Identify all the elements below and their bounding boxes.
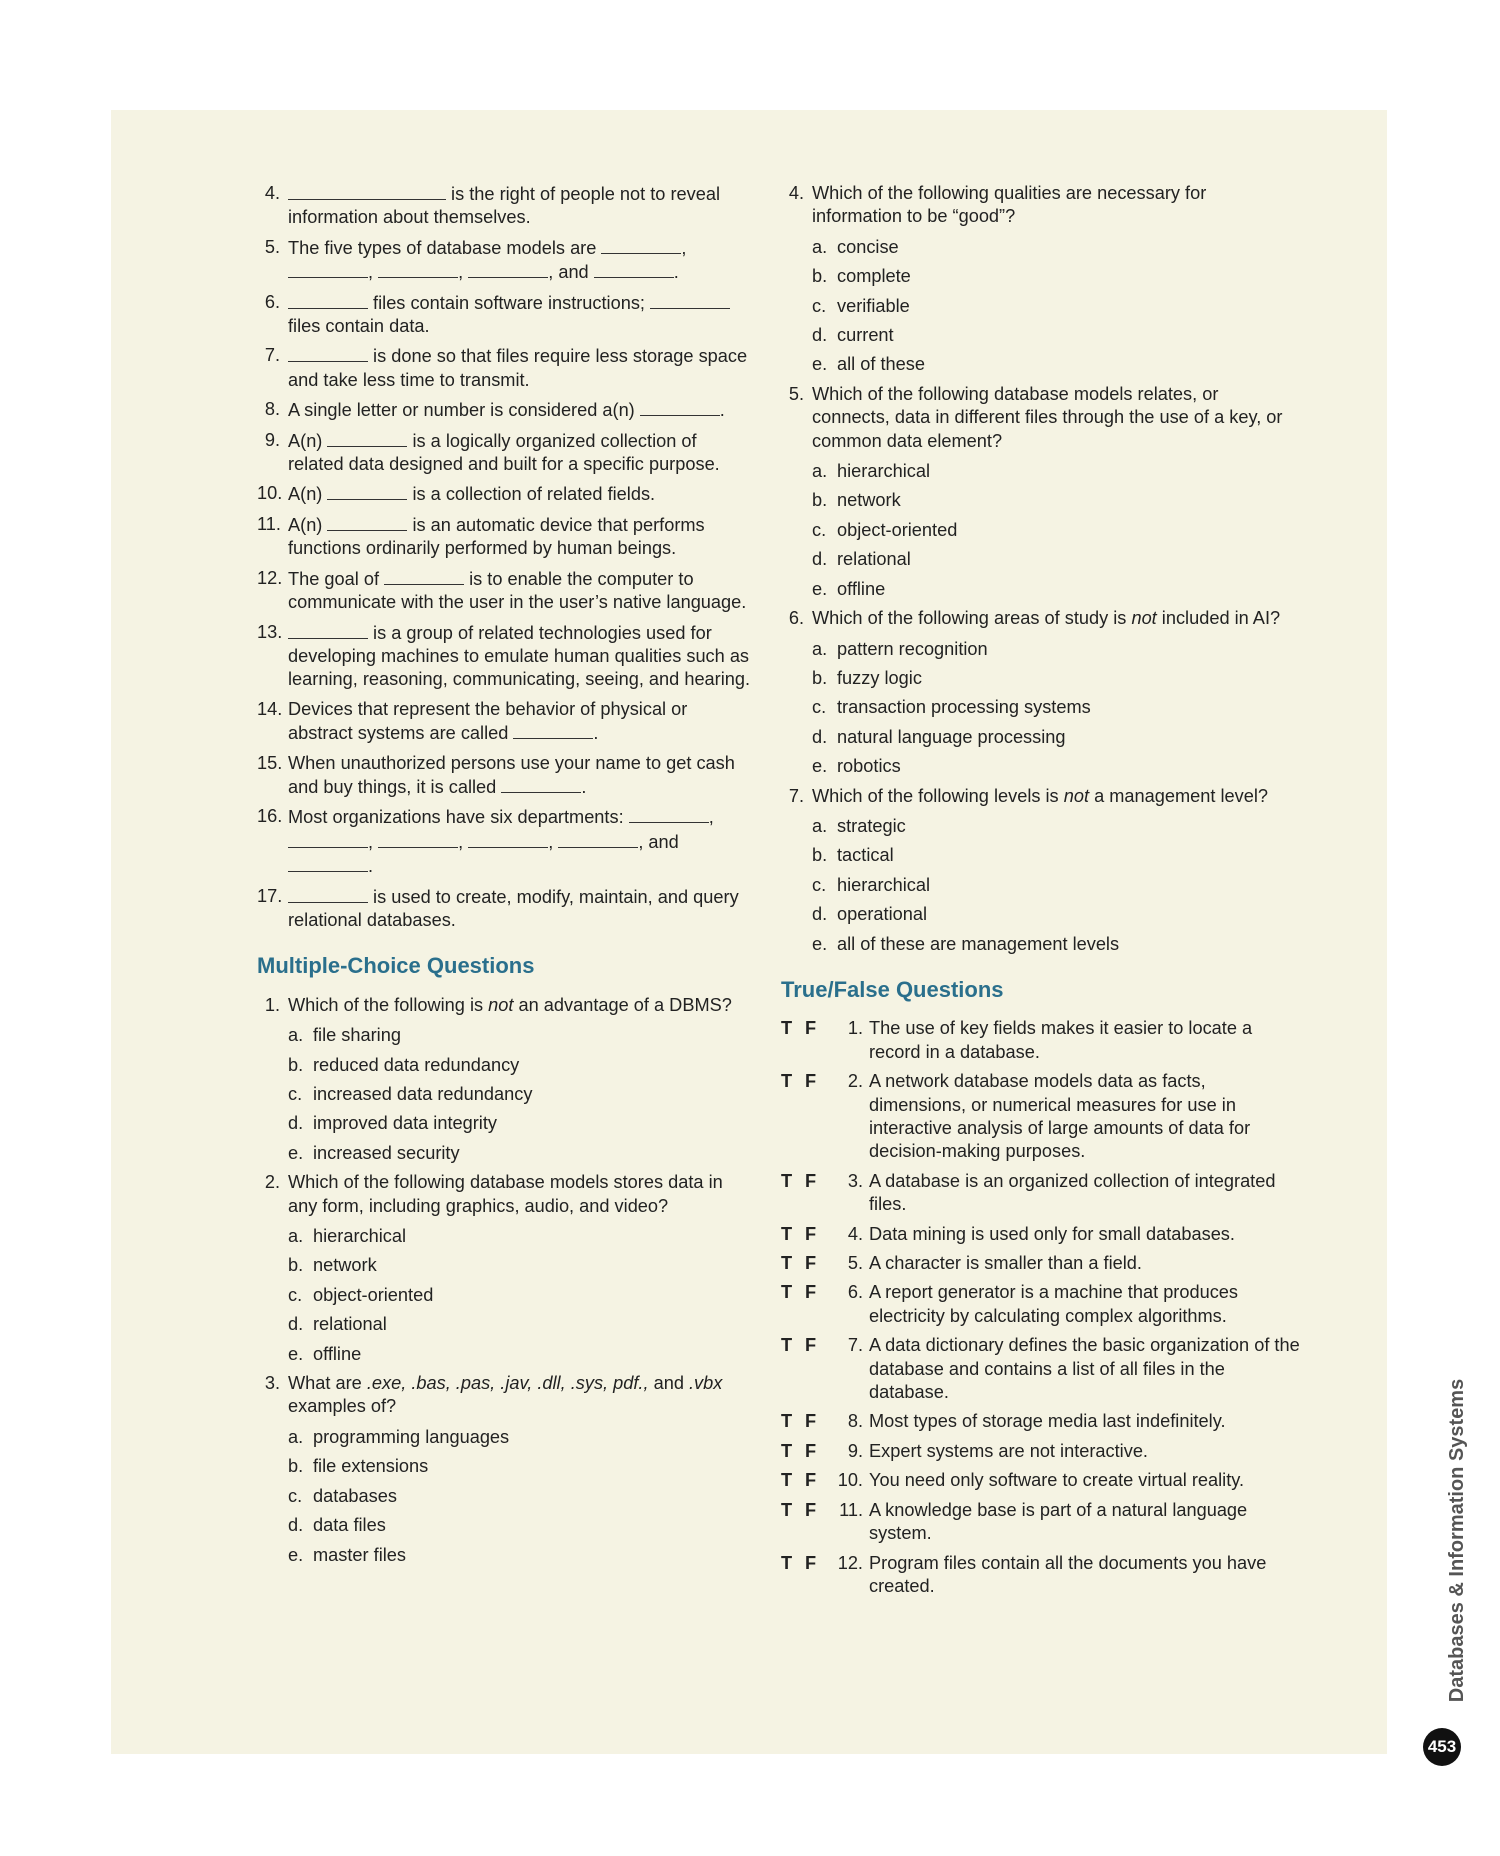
option-letter: e.: [812, 756, 828, 777]
question-text: You need only software to create virtual reality.: [869, 1470, 1245, 1491]
answer-blank: [468, 830, 548, 848]
tf-question: [781, 1440, 1301, 1463]
tf-section-title: True/False Questions: [781, 976, 1004, 1002]
answer-option: [288, 1112, 757, 1135]
question-number: 5.: [788, 383, 804, 404]
false-marker: F: [805, 1223, 817, 1244]
option-text: relational: [313, 1314, 387, 1335]
question-text: A network database models data as facts, dimensions, or numerical measures for use in interactive analysis of large amounts of data for decision-making purposes.: [869, 1071, 1251, 1162]
true-marker: T: [781, 1223, 793, 1244]
option-text: data files: [313, 1515, 386, 1536]
answer-blank: [378, 830, 458, 848]
answer-option: [812, 815, 1301, 838]
question-text: A data dictionary defines the basic organization of the database and contains a list of all files in the database.: [869, 1335, 1300, 1403]
question-number: 4.: [264, 183, 280, 203]
question-text: Most types of storage media last indefinitely.: [869, 1411, 1226, 1432]
answer-blank: [327, 482, 407, 500]
question-text: What are .exe, .bas, .pas, .jav, .dll, .sys, pdf., and .vbx examples of?: [288, 1373, 723, 1417]
answer-blank: [378, 260, 458, 278]
answer-option: [812, 874, 1301, 897]
answer-blank: [327, 429, 407, 447]
question-text: A character is smaller than a field.: [869, 1253, 1142, 1274]
false-marker: F: [805, 1071, 817, 1092]
option-text: offline: [837, 578, 886, 599]
false-marker: F: [805, 1499, 817, 1520]
fill-in-question: [257, 885, 757, 933]
question-text: The use of key fields makes it easier to locate a record in a database.: [869, 1018, 1253, 1062]
answer-option: [812, 755, 1301, 778]
mc-question: [257, 1171, 757, 1218]
false-marker: F: [805, 1440, 817, 1461]
answer-blank: [468, 260, 548, 278]
option-text: verifiable: [837, 295, 910, 316]
question-number: 3.: [264, 1373, 280, 1394]
answer-options: [781, 815, 1301, 956]
option-letter: a.: [812, 461, 828, 482]
answer-option: [812, 726, 1301, 749]
tf-question: [781, 1552, 1301, 1599]
false-marker: F: [805, 1552, 817, 1573]
option-text: operational: [837, 904, 927, 925]
question-text: A database is an organized collection of integrated files.: [869, 1170, 1276, 1215]
page: [111, 110, 1469, 1756]
answer-blank: [640, 398, 720, 416]
question-text: Which of the following is not an advantage of a DBMS?: [288, 994, 732, 1015]
answer-blank: [558, 830, 638, 848]
option-letter: c.: [812, 697, 827, 718]
answer-blank: [594, 260, 674, 278]
false-marker: F: [805, 1411, 817, 1432]
option-letter: c.: [288, 1485, 303, 1506]
question-number: 6.: [788, 608, 804, 629]
tf-question: [781, 1252, 1301, 1275]
tf-question: [781, 1070, 1301, 1164]
answer-option: [288, 1544, 757, 1567]
fill-in-question: [257, 398, 757, 422]
option-letter: a.: [812, 236, 828, 257]
fill-in-question: [257, 182, 757, 230]
option-text: hierarchical: [837, 874, 930, 895]
question-text: Data mining is used only for small databases.: [869, 1223, 1235, 1244]
option-letter: e.: [288, 1343, 304, 1364]
option-letter: b.: [812, 266, 828, 287]
answer-blank: [288, 260, 368, 278]
fill-in-question: [257, 482, 757, 506]
true-marker: T: [781, 1552, 793, 1573]
question-number: 4.: [847, 1223, 863, 1244]
answer-option: [812, 324, 1301, 347]
option-text: natural language processing: [837, 726, 1066, 747]
option-letter: e.: [812, 354, 828, 375]
option-letter: e.: [812, 933, 828, 954]
fill-in-question: [257, 805, 757, 878]
option-text: master files: [313, 1544, 406, 1565]
option-letter: b.: [812, 667, 828, 688]
answer-option: [812, 236, 1301, 259]
true-marker: T: [781, 1282, 793, 1303]
answer-option: [288, 1142, 757, 1165]
mc-question: [781, 182, 1301, 229]
question-number: 11.: [257, 513, 281, 534]
question-text: is the right of people not to reveal information about themselves.: [288, 184, 720, 228]
option-letter: d.: [288, 1314, 304, 1335]
fill-in-question: [257, 344, 757, 392]
question-number: 2.: [847, 1071, 863, 1092]
question-number: 8.: [847, 1411, 863, 1432]
question-text: is a group of related technologies used for developing machines to emulate human qualities such as learning, reasoning, communicating, seeing, and hearing.: [288, 622, 751, 690]
mc-list-left: [257, 994, 757, 1567]
option-letter: c.: [288, 1284, 303, 1305]
option-text: reduced data redundancy: [313, 1054, 520, 1075]
question-text: When unauthorized persons use your name to get cash and buy things, it is called .: [288, 752, 735, 797]
option-text: hierarchical: [313, 1226, 406, 1247]
question-number: 12.: [837, 1552, 863, 1573]
option-letter: d.: [812, 325, 828, 346]
question-number: 9.: [847, 1440, 863, 1461]
answer-option: [812, 696, 1301, 719]
false-marker: F: [805, 1282, 817, 1303]
true-marker: T: [781, 1499, 793, 1520]
question-number: 2.: [264, 1172, 280, 1193]
answer-options: [781, 236, 1301, 377]
true-marker: T: [781, 1170, 793, 1191]
tf-question: [781, 1223, 1301, 1246]
mc-question: [781, 785, 1301, 808]
false-marker: F: [805, 1170, 817, 1191]
fill-in-question: [257, 429, 757, 477]
question-number: 16.: [257, 806, 283, 827]
question-number: 10.: [837, 1470, 863, 1491]
false-marker: F: [805, 1018, 817, 1039]
answer-option: [288, 1254, 757, 1277]
mc-list-right: [781, 182, 1301, 956]
true-marker: T: [781, 1253, 793, 1274]
true-marker: T: [781, 1018, 793, 1039]
mc-question: [781, 383, 1301, 453]
option-letter: b.: [288, 1255, 304, 1276]
answer-blank: [650, 291, 730, 309]
question-number: 7.: [847, 1335, 863, 1356]
question-number: 15.: [257, 752, 283, 773]
false-marker: F: [805, 1335, 817, 1356]
fill-in-question: [257, 236, 757, 285]
true-marker: T: [781, 1440, 793, 1461]
option-text: complete: [837, 266, 911, 287]
option-text: strategic: [837, 815, 906, 836]
answer-options: [781, 638, 1301, 779]
answer-blank: [384, 567, 464, 585]
question-number: 3.: [847, 1170, 863, 1191]
question-number: 10.: [257, 483, 283, 504]
option-text: all of these are management levels: [837, 933, 1120, 954]
fill-in-question: [257, 513, 757, 561]
question-text: files contain software instructions; files contain data.: [288, 291, 757, 339]
option-letter: b.: [288, 1054, 304, 1075]
option-text: programming languages: [313, 1426, 510, 1447]
question-text: is used to create, modify, maintain, and query relational databases.: [288, 886, 739, 930]
tf-question: [781, 1017, 1301, 1064]
question-text: A(n) is an automatic device that performs functions ordinarily performed by human beings.: [288, 514, 705, 559]
answer-option: [812, 489, 1301, 512]
tf-question: [781, 1469, 1301, 1492]
option-letter: d.: [812, 726, 828, 747]
answer-blank: [288, 291, 368, 309]
page-number: 453: [1423, 1728, 1461, 1766]
fill-in-question: [257, 291, 757, 339]
question-text: The five types of database models are , , , , and .: [288, 237, 687, 283]
left-column: [257, 182, 757, 1573]
question-text: Which of the following database models relates, or connects, data in different files through the use of a key, or common data element?: [812, 383, 1283, 451]
side-title-text: Databases & Information Systems: [1446, 1378, 1469, 1702]
true-marker: T: [781, 1071, 793, 1092]
option-letter: d.: [288, 1113, 304, 1134]
answer-option: [812, 265, 1301, 288]
answer-option: [812, 903, 1301, 926]
answer-blank: [288, 830, 368, 848]
answer-option: [812, 578, 1301, 601]
answer-option: [288, 1343, 757, 1366]
side-title: [1443, 1360, 1473, 1720]
tf-list: [781, 1017, 1301, 1598]
question-number: 7.: [788, 785, 804, 806]
answer-blank: [327, 513, 407, 531]
question-number: 9.: [264, 429, 280, 450]
option-text: tactical: [837, 845, 894, 866]
option-text: object-oriented: [837, 519, 958, 540]
tf-question: [781, 1410, 1301, 1433]
answer-options: [781, 460, 1301, 601]
answer-option: [288, 1426, 757, 1449]
mc-section-title: Multiple-Choice Questions: [257, 953, 535, 979]
answer-blank: [629, 805, 709, 823]
option-text: network: [313, 1255, 377, 1276]
question-text: Most organizations have six departments: , , , , , and .: [288, 807, 714, 877]
option-text: transaction processing systems: [837, 697, 1091, 718]
option-text: concise: [837, 236, 899, 257]
question-number: 6.: [847, 1282, 863, 1303]
option-text: fuzzy logic: [837, 667, 922, 688]
option-text: increased data redundancy: [313, 1084, 533, 1104]
tf-question: [781, 1499, 1301, 1546]
question-number: 8.: [264, 399, 280, 420]
fill-in-question: [257, 752, 757, 800]
question-text: A(n) is a collection of related fields.: [288, 484, 656, 505]
option-letter: c.: [812, 295, 827, 316]
answer-blank: [288, 621, 368, 639]
option-text: object-oriented: [313, 1284, 434, 1305]
tf-question: [781, 1334, 1301, 1404]
false-marker: F: [805, 1253, 817, 1274]
option-letter: b.: [812, 490, 828, 511]
answer-blank: [601, 236, 681, 254]
false-marker: F: [805, 1470, 817, 1491]
option-text: hierarchical: [837, 461, 930, 482]
true-marker: T: [781, 1470, 793, 1491]
question-number: 17.: [257, 885, 283, 906]
answer-option: [812, 295, 1301, 318]
answer-blank: [288, 182, 446, 200]
fill-in-question: [257, 621, 757, 692]
option-text: databases: [313, 1485, 397, 1506]
answer-option: [812, 844, 1301, 867]
question-text: is done so that files require less storage space and take less time to transmit.: [288, 346, 748, 390]
question-text: A single letter or number is considered a(n) .: [288, 400, 725, 421]
fill-in-question: [257, 567, 757, 615]
question-number: 13.: [257, 621, 283, 642]
answer-option: [288, 1225, 757, 1248]
question-number: 5.: [847, 1253, 863, 1274]
fill-in-list: [257, 182, 757, 932]
question-number: 7.: [264, 345, 280, 366]
mc-question: [257, 994, 757, 1017]
option-text: pattern recognition: [837, 638, 988, 659]
option-letter: a.: [288, 1226, 304, 1247]
option-text: file extensions: [313, 1456, 429, 1477]
question-number: 1.: [847, 1018, 863, 1039]
question-number: 14.: [257, 698, 283, 719]
answer-option: [288, 1024, 757, 1047]
option-text: all of these: [837, 354, 925, 375]
question-text: Which of the following database models stores data in any form, including graphics, audio, and video?: [288, 1172, 723, 1216]
question-number: 11.: [839, 1499, 863, 1520]
option-text: relational: [837, 549, 911, 570]
option-text: file sharing: [313, 1025, 401, 1046]
answer-option: [812, 667, 1301, 690]
option-letter: c.: [812, 874, 827, 895]
option-letter: b.: [288, 1456, 304, 1477]
question-text: Program files contain all the documents you have created.: [869, 1552, 1267, 1596]
answer-blank: [288, 885, 368, 903]
question-text: Which of the following levels is not a management level?: [812, 785, 1268, 806]
question-text: The goal of is to enable the computer to communicate with the user in the user’s native language.: [288, 568, 747, 613]
answer-option: [812, 933, 1301, 956]
answer-blank: [501, 775, 581, 793]
answer-option: [812, 353, 1301, 376]
question-text: Devices that represent the behavior of physical or abstract systems are called .: [288, 698, 688, 744]
right-column: [781, 182, 1301, 1604]
option-letter: a.: [812, 815, 828, 836]
answer-option: [288, 1514, 757, 1537]
answer-option: [288, 1485, 757, 1508]
option-letter: d.: [812, 904, 828, 925]
option-text: improved data integrity: [313, 1113, 497, 1134]
question-number: 1.: [264, 994, 280, 1015]
option-letter: d.: [812, 549, 828, 570]
option-letter: b.: [812, 845, 828, 866]
question-number: 5.: [264, 236, 280, 257]
tf-question: [781, 1281, 1301, 1328]
option-letter: e.: [288, 1544, 304, 1565]
answer-blank: [288, 854, 368, 872]
answer-blank: [288, 344, 368, 362]
option-letter: c.: [288, 1084, 303, 1104]
answer-options: [257, 1426, 757, 1567]
answer-options: [257, 1225, 757, 1366]
fill-in-question: [257, 698, 757, 746]
question-number: 4.: [788, 183, 804, 203]
tf-question: [781, 1170, 1301, 1217]
answer-option: [288, 1083, 757, 1106]
option-letter: a.: [288, 1426, 304, 1447]
option-letter: a.: [288, 1025, 304, 1046]
option-letter: e.: [288, 1142, 304, 1163]
mc-question: [257, 1372, 757, 1419]
answer-option: [288, 1313, 757, 1336]
answer-option: [812, 519, 1301, 542]
question-number: 6.: [264, 291, 280, 312]
option-letter: a.: [812, 638, 828, 659]
answer-option: [812, 638, 1301, 661]
true-marker: T: [781, 1411, 793, 1432]
answer-options: [257, 1024, 757, 1165]
question-number: 12.: [257, 567, 283, 588]
answer-blank: [513, 721, 593, 739]
option-text: increased security: [313, 1142, 460, 1163]
answer-option: [288, 1284, 757, 1307]
question-text: Which of the following qualities are necessary for information to be “good”?: [812, 183, 1207, 227]
question-text: A knowledge base is part of a natural language system.: [869, 1499, 1248, 1544]
mc-question: [781, 607, 1301, 630]
option-text: robotics: [837, 756, 901, 777]
question-text: Expert systems are not interactive.: [869, 1440, 1148, 1461]
option-letter: e.: [812, 578, 828, 599]
option-text: current: [837, 325, 894, 346]
question-text: A(n) is a logically organized collection of related data designed and built for a specific purpose.: [288, 430, 720, 475]
option-letter: d.: [288, 1515, 304, 1536]
option-text: network: [837, 490, 901, 511]
answer-option: [812, 548, 1301, 571]
question-text: Which of the following areas of study is not included in AI?: [812, 608, 1281, 629]
question-text: A report generator is a machine that produces electricity by calculating complex algorithms.: [869, 1282, 1239, 1326]
option-letter: c.: [812, 519, 827, 540]
option-text: offline: [313, 1343, 362, 1364]
answer-option: [288, 1455, 757, 1478]
answer-option: [812, 460, 1301, 483]
answer-option: [288, 1054, 757, 1077]
true-marker: T: [781, 1335, 793, 1356]
